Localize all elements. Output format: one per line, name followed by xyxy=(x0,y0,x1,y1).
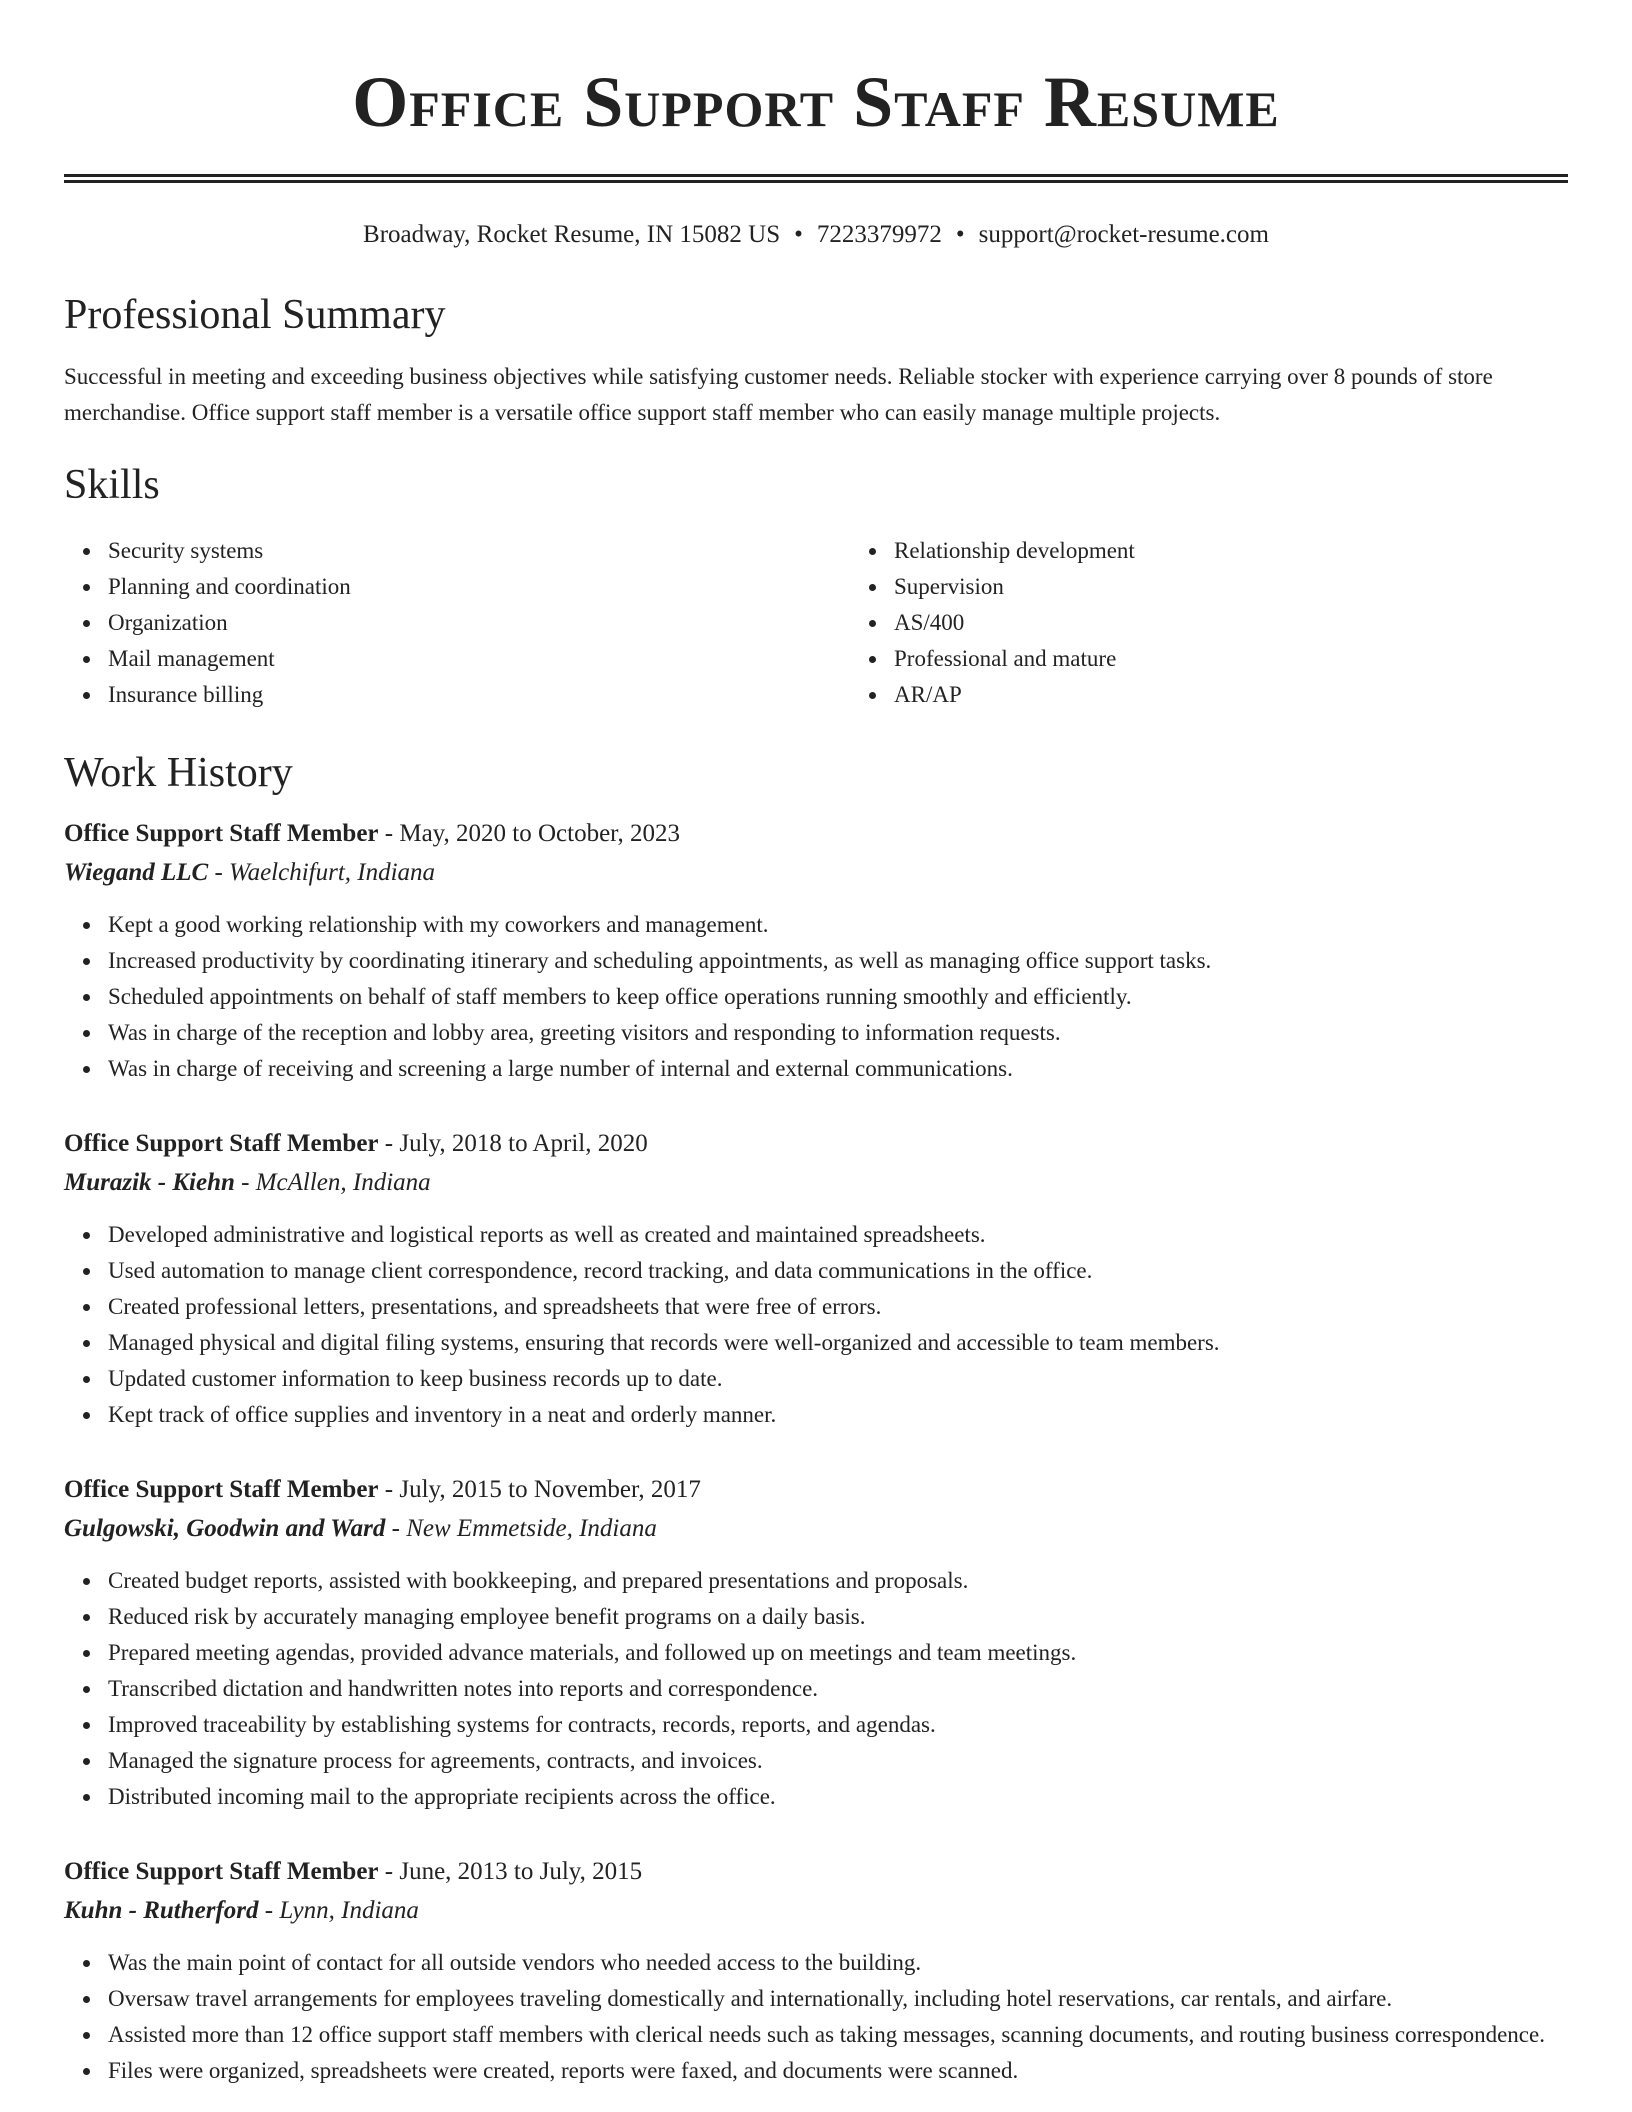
job-bullet: Created budget reports, assisted with bookkeeping, and prepared presentations and proposals. xyxy=(108,1563,1568,1599)
job-bullet: Distributed incoming mail to the appropriate recipients across the office. xyxy=(108,1779,1568,1815)
job-bullet: Increased productivity by coordinating itinerary and scheduling appointments, as well as managing office support tasks. xyxy=(108,943,1568,979)
job-bullet: Files were organized, spreadsheets were created, reports were faxed, and documents were scanned. xyxy=(108,2053,1568,2089)
job-bullet: Managed physical and digital filing systems, ensuring that records were well-organized and accessible to team members. xyxy=(108,1325,1568,1361)
job-location: McAllen, Indiana xyxy=(255,1169,431,1196)
job-company-line xyxy=(64,1891,1568,1931)
job-title-line xyxy=(64,1125,1568,1163)
job-entry xyxy=(64,1471,1568,1815)
job-dates: July, 2015 to November, 2017 xyxy=(399,1476,701,1503)
skill-item: Supervision xyxy=(894,569,1632,605)
skills-heading: Skills xyxy=(64,462,160,508)
job-bullet: Prepared meeting agendas, provided advance materials, and followed up on meetings and team meetings. xyxy=(108,1635,1568,1671)
job-dates: June, 2013 to July, 2015 xyxy=(399,1858,643,1885)
job-bullets xyxy=(64,907,1568,1087)
job-role: Office Support Staff Member xyxy=(64,1476,379,1503)
job-bullets xyxy=(64,1563,1568,1815)
skills-columns xyxy=(64,533,1568,713)
skill-item: AR/AP xyxy=(894,677,1632,713)
job-dash: - xyxy=(378,1858,400,1885)
job-role: Office Support Staff Member xyxy=(64,1130,379,1157)
skills-list-left xyxy=(64,533,850,713)
job-dash: - xyxy=(378,820,400,847)
job-role: Office Support Staff Member xyxy=(64,820,379,847)
contact-separator: • xyxy=(794,221,803,248)
job-entry xyxy=(64,1853,1568,2089)
skill-item: Professional and mature xyxy=(894,641,1632,677)
contact-separator: • xyxy=(955,221,965,248)
work-history-heading: Work History xyxy=(64,750,293,796)
job-bullet: Used automation to manage client correspondence, record tracking, and data communications in the office. xyxy=(108,1253,1568,1289)
job-bullet: Assisted more than 12 office support staff members with clerical needs such as taking messages, scanning documents, and routing business correspondence. xyxy=(108,2017,1568,2053)
job-location: Lynn, Indiana xyxy=(279,1897,419,1924)
skill-item: Insurance billing xyxy=(108,677,850,713)
job-title-line xyxy=(64,1853,1568,1891)
job-bullets xyxy=(64,1217,1568,1433)
job-bullets xyxy=(64,1945,1568,2089)
skill-item: Planning and coordination xyxy=(108,569,850,605)
contact-phone: 7223379972 xyxy=(816,221,942,248)
skill-item: Relationship development xyxy=(894,533,1632,569)
skill-item: Mail management xyxy=(108,641,850,677)
skill-item: AS/400 xyxy=(894,605,1632,641)
job-company-line xyxy=(64,853,1568,893)
job-bullet: Transcribed dictation and handwritten notes into reports and correspondence. xyxy=(108,1671,1568,1707)
contact-email: support@rocket-resume.com xyxy=(978,221,1269,248)
job-title-line xyxy=(64,1471,1568,1509)
job-company: Murazik - Kiehn xyxy=(64,1169,235,1196)
job-dash: - xyxy=(208,859,230,886)
resume-title: Office Support Staff Resume xyxy=(352,62,1280,142)
job-bullet: Was in charge of receiving and screening a large number of internal and external communications. xyxy=(108,1051,1568,1087)
job-company-line xyxy=(64,1509,1568,1549)
job-dash: - xyxy=(378,1476,400,1503)
job-bullet: Reduced risk by accurately managing employee benefit programs on a daily basis. xyxy=(108,1599,1568,1635)
job-dates: July, 2018 to April, 2020 xyxy=(399,1130,648,1157)
skill-item: Organization xyxy=(108,605,850,641)
contact-line xyxy=(64,217,1568,253)
job-location: Waelchifurt, Indiana xyxy=(229,859,436,886)
job-bullet: Was the main point of contact for all outside vendors who needed access to the building. xyxy=(108,1945,1568,1981)
job-company: Gulgowski, Goodwin and Ward xyxy=(64,1515,386,1542)
job-role: Office Support Staff Member xyxy=(64,1858,379,1885)
job-bullet: Kept a good working relationship with my coworkers and management. xyxy=(108,907,1568,943)
job-title-line xyxy=(64,815,1568,853)
skill-item: Security systems xyxy=(108,533,850,569)
job-company: Kuhn - Rutherford xyxy=(64,1897,259,1924)
job-bullet: Developed administrative and logistical reports as well as created and maintained spreadsheets. xyxy=(108,1217,1568,1253)
job-bullet: Kept track of office supplies and inventory in a neat and orderly manner. xyxy=(108,1397,1568,1433)
job-dash: - xyxy=(378,1130,400,1157)
job-bullet: Was in charge of the reception and lobby area, greeting visitors and responding to information requests. xyxy=(108,1015,1568,1051)
summary-heading: Professional Summary xyxy=(64,292,446,338)
job-bullet: Updated customer information to keep business records up to date. xyxy=(108,1361,1568,1397)
job-entry xyxy=(64,815,1568,1087)
job-bullet: Improved traceability by establishing systems for contracts, records, reports, and agendas. xyxy=(108,1707,1568,1743)
job-dates: May, 2020 to October, 2023 xyxy=(399,820,681,847)
contact-address: Broadway, Rocket Resume, IN 15082 US xyxy=(363,221,781,248)
job-location: New Emmetside, Indiana xyxy=(406,1515,657,1542)
title-double-rule xyxy=(64,174,1568,183)
job-dash: - xyxy=(385,1515,407,1542)
job-entry xyxy=(64,1125,1568,1433)
job-dash: - xyxy=(234,1169,256,1196)
job-bullet: Managed the signature process for agreements, contracts, and invoices. xyxy=(108,1743,1568,1779)
job-bullet: Scheduled appointments on behalf of staff members to keep office operations running smoothly and efficiently. xyxy=(108,979,1568,1015)
job-company-line xyxy=(64,1163,1568,1203)
skills-list-right xyxy=(850,533,1632,713)
summary-text: Successful in meeting and exceeding business objectives while satisfying customer needs. Reliable stocker with experience carrying over 8 pounds of store merchandise. Office support staff member is a versatile office support staff member who can easily manage multiple projects. xyxy=(64,364,1493,425)
job-dash: - xyxy=(258,1897,280,1924)
job-bullet: Oversaw travel arrangements for employees traveling domestically and internationally, including hotel reservations, car rentals, and airfare. xyxy=(108,1981,1568,2017)
job-company: Wiegand LLC xyxy=(64,859,209,886)
job-bullet: Created professional letters, presentations, and spreadsheets that were free of errors. xyxy=(108,1289,1568,1325)
